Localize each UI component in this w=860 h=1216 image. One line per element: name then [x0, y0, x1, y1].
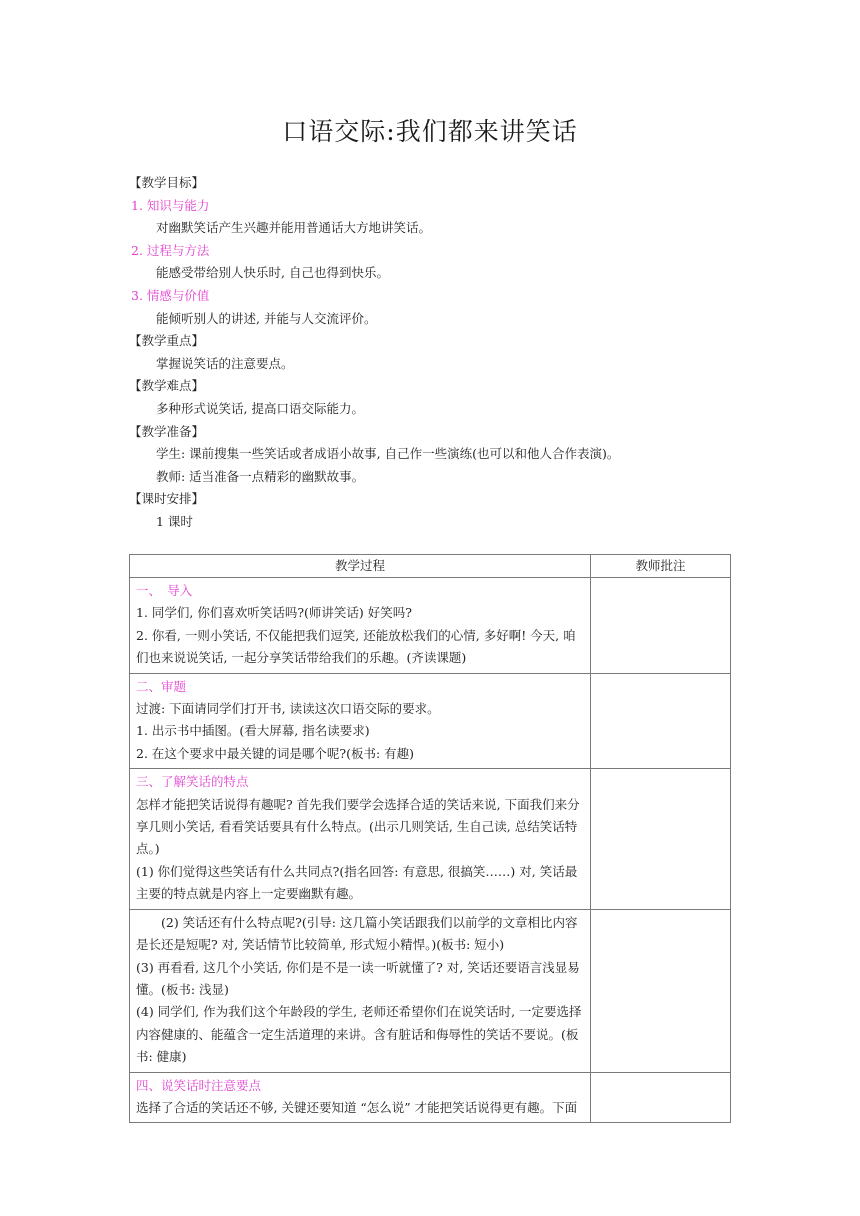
section-1-title: 一、 导入	[136, 583, 193, 598]
table-row	[130, 769, 731, 909]
section-3-paragraph: (4) 同学们, 作为我们这个年龄段的学生, 老师还希望你们在说笑话时, 一定要选择内容健康的、能蕴含一定生活道理的来讲。含有脏话和侮辱性的笑话不要说。(板书: 健康)	[136, 1004, 582, 1065]
section-2-paragraph: 2. 在这个要求中最关键的词是哪个呢?(板书: 有趣)	[136, 745, 415, 761]
objectives-heading: 【教学目标】	[129, 175, 205, 190]
section-3-paragraph: (1) 你们觉得这些笑话有什么共同点?(指名回答: 有意思, 很搞笑……) 对, 笑话最主要的特点就是内容上一定要幽默有趣。	[136, 863, 578, 902]
key-points-text: 掌握说笑话的注意要点。	[156, 355, 294, 371]
section-1-cell	[130, 578, 591, 674]
lesson-info	[131, 172, 751, 534]
table-row	[130, 578, 731, 674]
section-2-paragraph: 过渡: 下面请同学们打开书, 读读这次口语交际的要求。	[136, 701, 440, 717]
notes-cell	[591, 673, 731, 769]
section-4-paragraph: 选择了合适的笑话还不够, 关键还要知道 “怎么说” 才能把笑话说得更有趣。下面	[136, 1099, 578, 1115]
section-2-title: 二、审题	[136, 678, 187, 694]
section-2-paragraph: 1. 出示书中插图。(看大屏幕, 指名读要求)	[136, 723, 370, 739]
objective-3-text: 能倾听别人的讲述, 并能与人交流评价。	[156, 310, 377, 326]
table-row	[130, 673, 731, 769]
section-3-paragraph: (3) 再看看, 这几个小笑话, 你们是不是一读一听就懂了? 对, 笑话还要语言浅显易懂。(板书: 浅显)	[136, 959, 580, 997]
section-3-cell	[130, 769, 591, 909]
lesson-process-table	[129, 554, 731, 1123]
table-row	[130, 909, 731, 1072]
notes-cell	[591, 769, 731, 909]
difficulty-heading: 【教学难点】	[129, 378, 205, 394]
notes-cell	[591, 1072, 731, 1123]
section-1-paragraph: 2. 你看, 一则小笑话, 不仅能把我们逗笑, 还能放松我们的心情, 多好啊! 今天, 咱们也来说说笑话, 一起分享笑话带给我们的乐趣。(齐读课题)	[136, 627, 576, 666]
header-process: 教学过程	[130, 555, 591, 578]
objective-3-label: 3. 情感与价值	[131, 287, 210, 303]
objective-2-text: 能感受带给别人快乐时, 自己也得到快乐。	[156, 265, 389, 281]
section-3-paragraph: 怎样才能把笑话说得有趣呢? 首先我们要学会选择合适的笑话来说, 下面我们来分享几则小笑话, 看看笑话要具有什么特点。(出示几则笑话, 生自己读, 总结笑话特点。)	[136, 796, 580, 857]
objective-1-text: 对幽默笑话产生兴趣并能用普通话大方地讲笑话。	[156, 220, 432, 236]
section-3-continued-cell	[130, 909, 591, 1072]
section-3-title: 三、了解笑话的特点	[136, 774, 249, 790]
section-2-cell	[130, 673, 591, 769]
section-1-paragraph: 1. 同学们, 你们喜欢听笑话吗?(师讲笑话) 好笑吗?	[136, 605, 412, 621]
section-3-paragraph: (2) 笑话还有什么特点呢?(引导: 这几篇小笑话跟我们以前学的文章相比内容是长还是短呢? 对, 笑话情节比较简单, 形式短小精悍。)(板书: 短小)	[136, 914, 578, 953]
difficulty-text: 多种形式说笑话, 提高口语交际能力。	[156, 400, 364, 416]
objective-2-label: 2. 过程与方法	[131, 242, 210, 258]
notes-cell	[591, 909, 731, 1072]
section-4-title: 四、说笑话时注意要点	[136, 1077, 262, 1093]
section-4-cell	[130, 1072, 591, 1123]
key-points-heading: 【教学重点】	[129, 333, 205, 349]
table-header-row	[130, 555, 731, 578]
header-notes: 教师批注	[591, 555, 731, 578]
preparation-teacher: 教师: 适当准备一点精彩的幽默故事。	[156, 468, 365, 484]
notes-cell	[591, 578, 731, 674]
preparation-heading: 【教学准备】	[129, 423, 205, 439]
preparation-student: 学生: 课前搜集一些笑话或者成语小故事, 自己作一些演练(也可以和他人合作表演)。	[156, 446, 620, 462]
objective-1-label: 1. 知识与能力	[131, 197, 210, 213]
hours-heading: 【课时安排】	[129, 491, 205, 507]
page-title: 口语交际:我们都来讲笑话	[282, 117, 578, 146]
hours-text: 1 课时	[156, 513, 193, 529]
table-row	[130, 1072, 731, 1123]
